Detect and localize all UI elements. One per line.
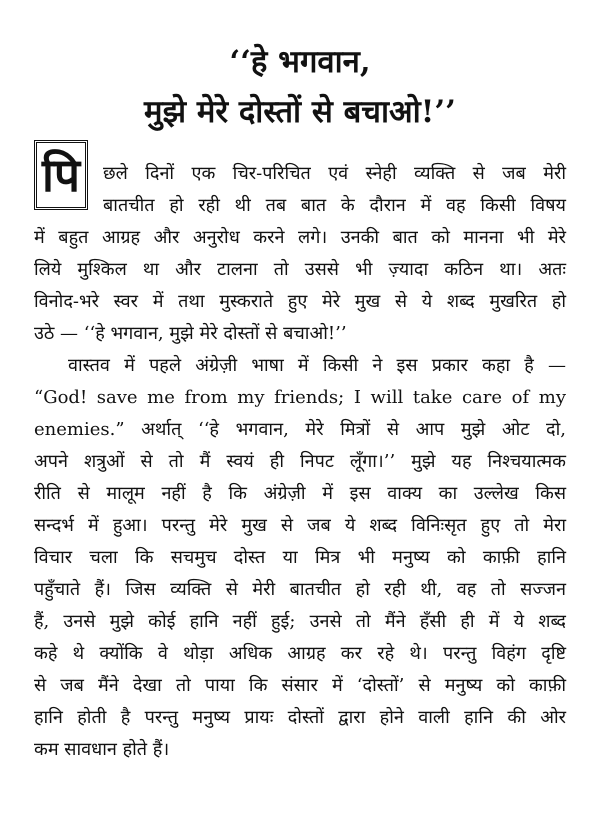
text-line: enemies.” अर्थात् ‘‘हे भगवान, मेरे मित्रों से आप मुझे ओट दो,: [34, 419, 566, 440]
text-line: बातचीत हो रही थी तब बात के दौरान में वह किसी विषय: [103, 195, 566, 216]
text-line: उठे — ‘‘हे भगवान, मुझे मेरे दोस्तों से बचाओ!’’: [34, 323, 347, 344]
text-line: सन्दर्भ में हुआ। परन्तु मेरे मुख से जब ये शब्द विनिःसृत हुए तो मेरा: [34, 515, 566, 536]
text-line: कम सावधान होते हैं।: [34, 739, 170, 760]
text-line: “God! save me from my friends; I will take care of my: [34, 387, 566, 408]
text-line: हानि होती है परन्तु मनुष्य प्रायः दोस्तों द्वारा होने वाली हानि की ओर: [34, 707, 566, 728]
text-line: विनोद-भरे स्वर में तथा मुस्कराते हुए मेरे मुख से ये शब्द मुखरित हो: [34, 291, 566, 312]
text-line: से जब मैंने देखा तो पाया कि संसार में ‘दोस्तों’ से मनुष्य को काफ़ी: [34, 675, 566, 696]
text-line: रीति से मालूम नहीं है कि अंग्रेज़ी में इस वाक्य का उल्लेख किस: [34, 483, 566, 504]
page-title-line-1: ‘‘हे भगवान,: [229, 44, 371, 80]
drop-cap: पि: [34, 140, 88, 210]
text-line: में बहुत आग्रह और अनुरोध करने लगे। उनकी बात को मानना भी मेरे: [34, 227, 566, 248]
text-line: पहुँचाते हैं। जिस व्यक्ति से मेरी बातचीत हो रही थी, वह तो सज्जन: [34, 579, 566, 600]
text-line: लिये मुश्किल था और टालना तो उससे भी ज़्यादा कठिन था। अतः: [34, 259, 566, 280]
text-line: वास्तव में पहले अंग्रेज़ी भाषा में किसी ने इस प्रकार कहा है —: [68, 355, 566, 376]
text-line: कहे थे क्योंकि वे थोड़ा अधिक आग्रह कर रहे थे। परन्तु विहंग दृष्टि: [34, 643, 566, 664]
text-line: विचार चला कि सचमुच दोस्त या मित्र भी मनुष्य को काफ़ी हानि: [34, 547, 566, 568]
text-line: छले दिनों एक चिर-परिचित एवं स्नेही व्यक्ति से जब मेरी: [103, 163, 566, 184]
page-title-line-2: मुझे मेरे दोस्तों से बचाओ!’’: [144, 94, 456, 130]
text-line: हैं, उनसे मुझे कोई हानि नहीं हुई; उनसे तो मैंने हँसी ही में ये शब्द: [34, 611, 566, 632]
text-line: अपने शत्रुओं से तो मैं स्वयं ही निपट लूँगा।’’ मुझे यह निश्चयात्मक: [34, 451, 566, 472]
